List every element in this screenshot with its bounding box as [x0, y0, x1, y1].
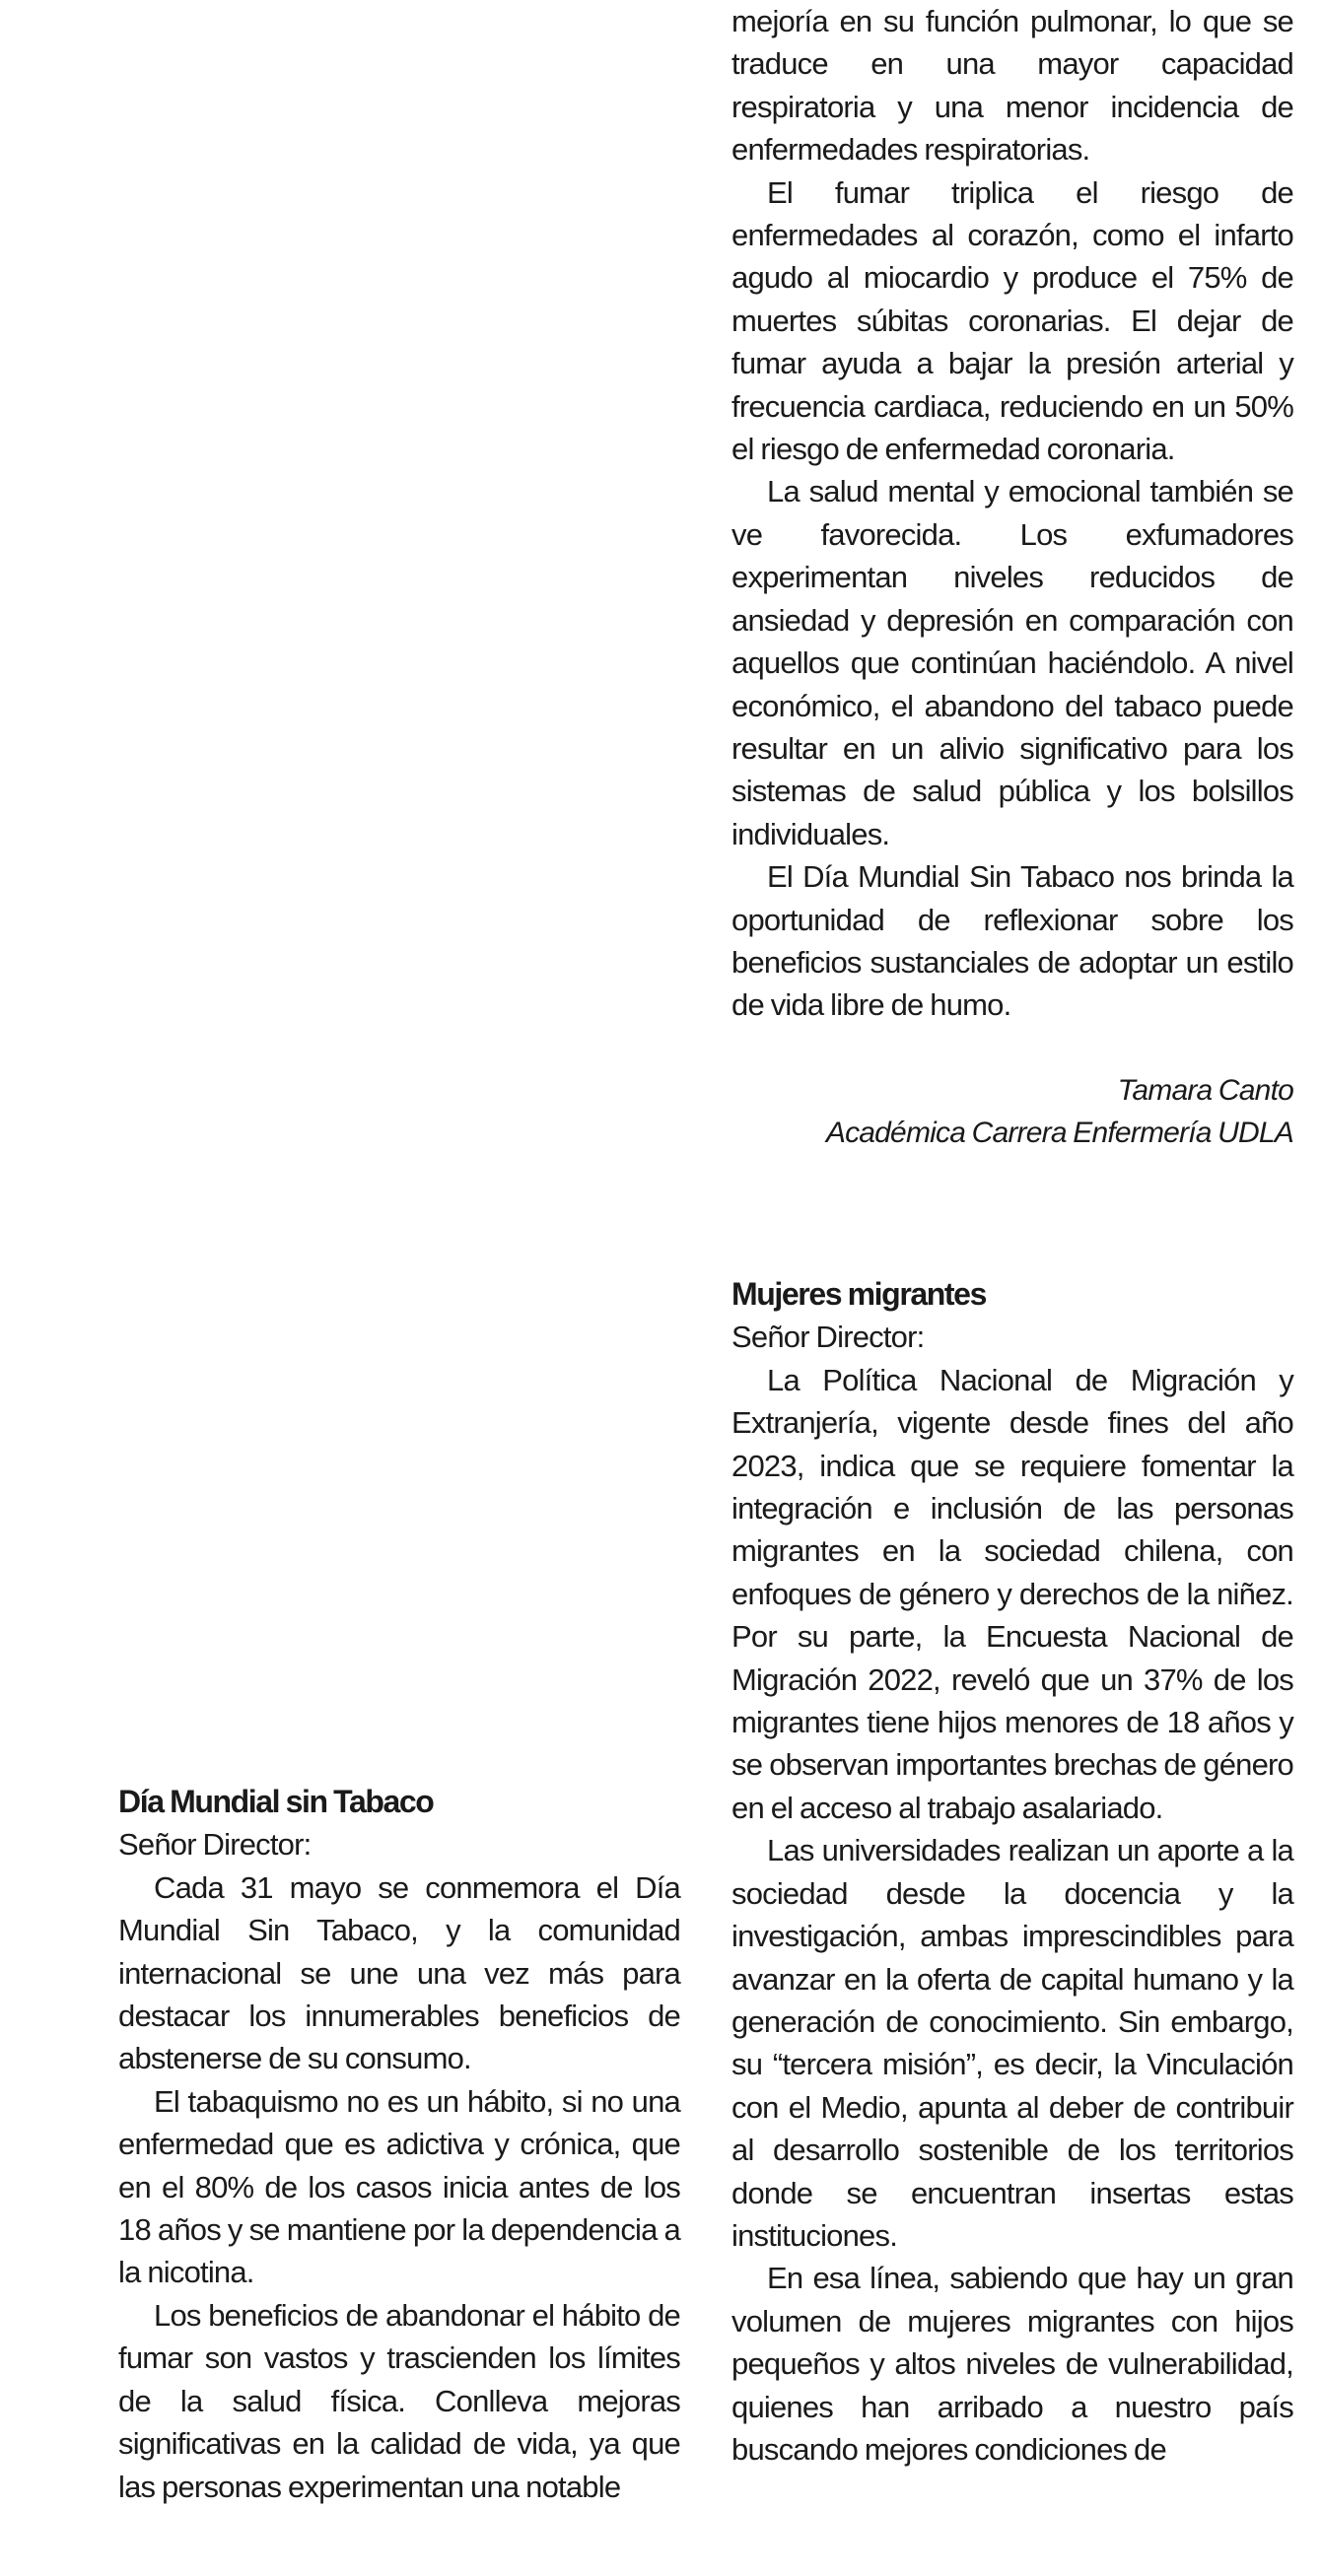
- body-paragraph: mejoría en su función pulmonar, lo que se traduce en una mayor capacidad respiratoria y una menor incidencia de enfermedades respiratorias.: [731, 4, 1293, 168]
- body-paragraph: El fumar triplica el riesgo de enfermedades al corazón, como el infarto agudo al miocardio y produce el 75% de muertes súbitas coronarias. El dejar de fumar ayuda a bajar la presión arterial y frecuencia cardiaca, reduciendo en un 50% el riesgo de enfermedad coronaria.: [731, 174, 1293, 467]
- letter-tabaco-continuation: [731, 0, 1293, 1155]
- body-paragraph: La salud mental y emocional también se ve favorecida. Los exfumadores experimentan niveles reducidos de ansiedad y depresión en comparación con aquellos que continúan haciéndolo. A nivel económico, el abandono del tabaco puede resultar en un alivio significativo para los sistemas de salud pública y los bolsillos individuales.: [731, 474, 1293, 851]
- salutation: Señor Director:: [118, 1827, 312, 1863]
- body-paragraph: Cada 31 mayo se conmemora el Día Mundial Sin Tabaco, y la comunidad internacional se une una vez más para destacar los innumerables beneficios de abstenerse de su consumo.: [118, 1869, 680, 2076]
- salutation: Señor Director:: [731, 1320, 925, 1355]
- body-paragraph: El Día Mundial Sin Tabaco nos brinda la oportunidad de reflexionar sobre los beneficios sustanciales de adoptar un estilo de vida libre de humo.: [731, 859, 1293, 1023]
- body-paragraph: Los beneficios de abandonar el hábito de fumar son vastos y trascienden los límites de la salud física. Conlleva mejoras significativas en la calidad de vida, ya que las personas experimentan una notable: [118, 2297, 680, 2504]
- body-paragraph: El tabaquismo no es un hábito, si no una enfermedad que es adictiva y crónica, que en el 80% de los casos inicia antes de los 18 años y se mantiene por la dependencia a la nicotina.: [118, 2083, 680, 2290]
- letter-title: Mujeres migrantes: [731, 1276, 986, 1312]
- signature-block: [731, 1069, 1293, 1155]
- body-paragraph: La Política Nacional de Migración y Extranjería, vigente desde fines del año 2023, indica que se requiere fomentar la integración e inclusión de las personas migrantes en la sociedad chilena, con enfoques de género y derechos de la niñez. Por su parte, la Encuesta Nacional de Migración 2022, reveló que un 37% de los migrantes tiene hijos menores de 18 años y se observan importantes brechas de género en el acceso al trabajo asalariado.: [731, 1362, 1293, 1825]
- signature-name: Tamara Canto: [1117, 1073, 1293, 1107]
- letter-migrantes: [731, 1273, 1293, 2471]
- body-paragraph: Las universidades realizan un aporte a la sociedad desde la docencia y la investigación, ambas imprescindibles para avanzar en la oferta de capital humano y la generación de conocimiento. Sin embargo, su “tercera misión”, es decir, la Vinculación con el Medio, apunta al deber de contribuir al desarrollo sostenible de los territorios donde se encuentran insertas estas instituciones.: [731, 1833, 1293, 2253]
- letter-tabaco: [118, 1781, 680, 2508]
- letter-title: Día Mundial sin Tabaco: [118, 1784, 434, 1819]
- body-paragraph: En esa línea, sabiendo que hay un gran volumen de mujeres migrantes con hijos pequeños y altos niveles de vulnerabilidad, quienes han arribado a nuestro país buscando mejores condiciones de: [731, 2261, 1293, 2467]
- signature-affiliation: Académica Carrera Enfermería UDLA: [825, 1117, 1293, 1150]
